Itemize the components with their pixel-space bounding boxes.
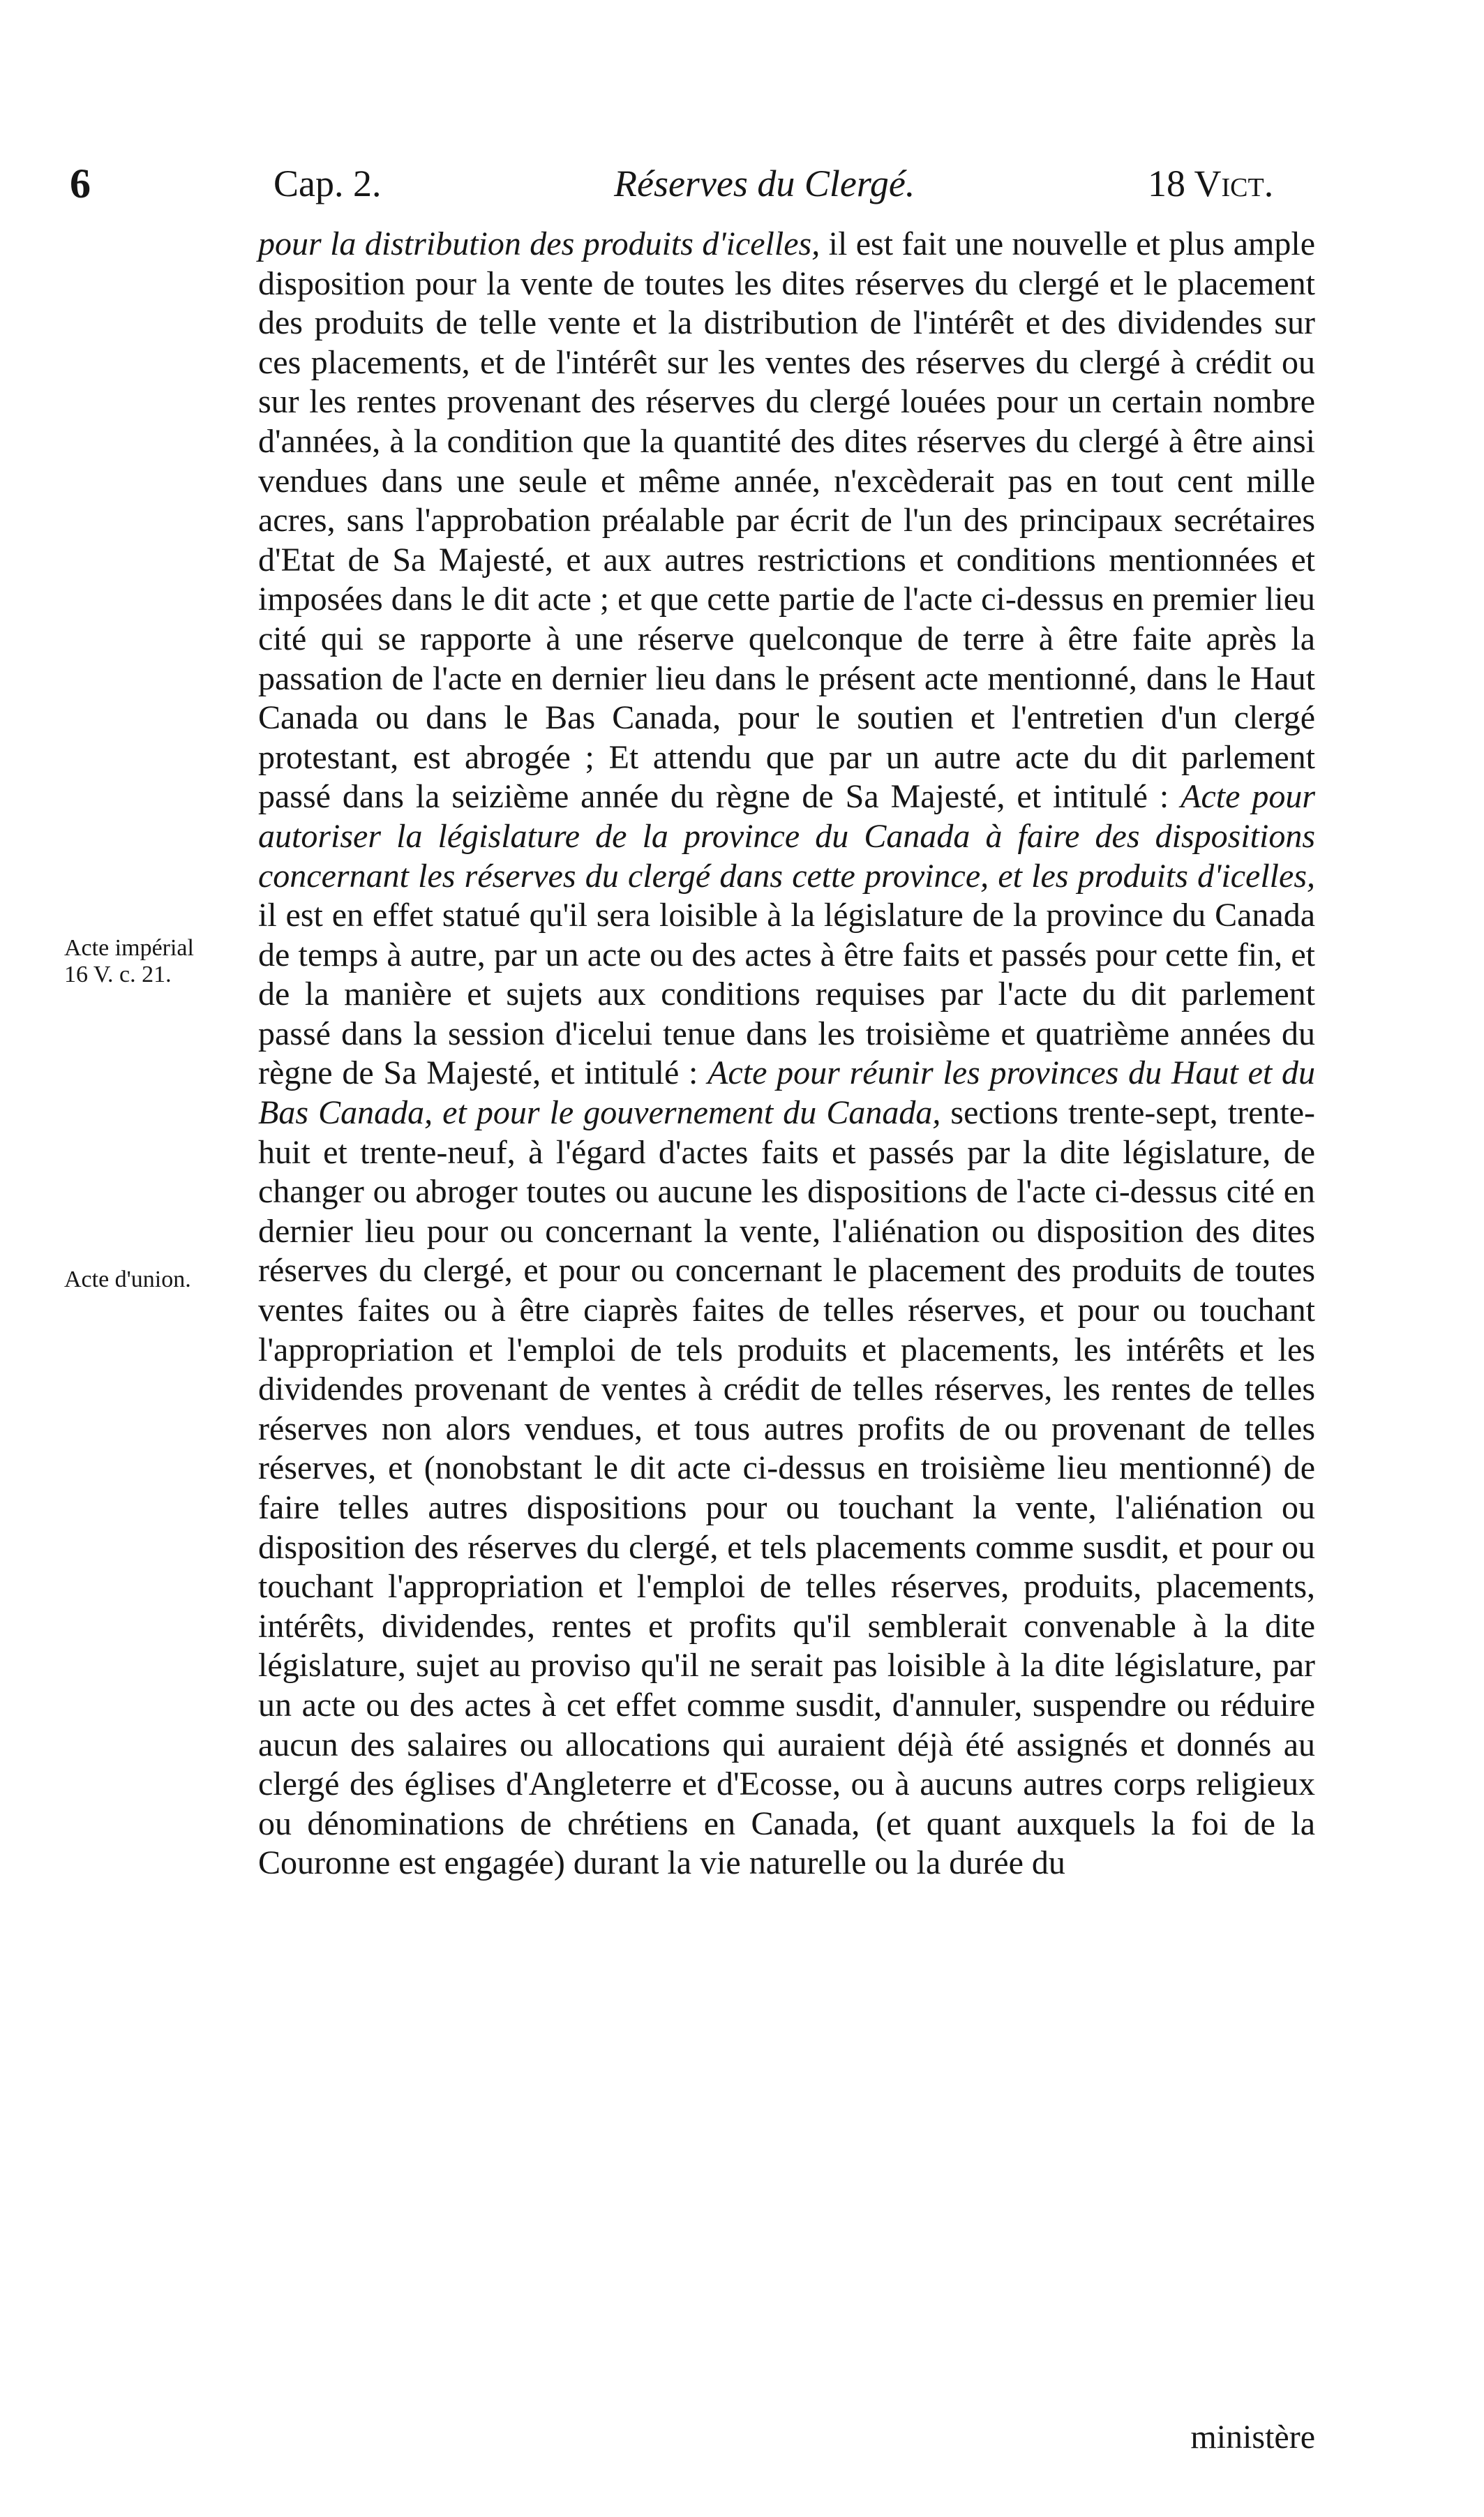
italic-title: pour la distribution des produits d'icelles, [258, 225, 820, 262]
margin-note-imperial-act [64, 935, 194, 988]
body-span: sections trente-sept, trente-huit et trente-neuf, à l'égard d'actes faits et passés par la dite législature, de changer ou abroger toutes ou aucune les dispositions de l'acte ci-dessus cité en dernier lieu pour ou concernant la vente, l'aliénation ou disposition des dites réserves du clergé, et pour ou concernant le placement des produits de toutes ventes faites ou à être ciaprès faites de telles réserves, et pour ou touchant l'appropriation et l'emploi de tels produits et placements, les intérêts et les dividendes provenant de ventes à crédit de telles réserves, les rentes de telles réserves non alors vendues, et tous autres profits de ou provenant de telles réserves, et (nonobstant le dit acte ci-dessus en troisième lieu mentionné) de faire telles autres dispositions pour ou touchant la vente, l'aliénation ou disposition des réserves du clergé, et tels placements comme susdit, et pour ou touchant l'appropriation et l'emploi de telles réserves, produits, placements, intérêts, dividendes, rentes et profits qu'il semblerait convenable à la dite législature, sujet au proviso qu'il ne serait pas loisible à la dite législature, par un acte ou des actes à cet effet comme susdit, d'annuler, suspendre ou réduire aucun des salaires ou allocations qui auraient déjà été assignés et donnés au clergé des églises d'Angleterre et d'Ecosse, ou à aucuns autres corps religieux ou dénominations de chrétiens en Canada, (et quant auxquels la foi de la Couronne est engagée) durant la vie naturelle ou la durée du [258, 1094, 1315, 1882]
body-span: il est fait une nouvelle et plus ample disposition pour la vente de toutes les dites réserves du clergé et le placement des produits de telle vente et la distribution de l'intérêt et des dividendes sur ces placements, et de l'intérêt sur les ventes des réserves du clergé à crédit ou sur les rentes provenant des réserves du clergé louées pour un certain nombre d'années, à la condition que la quantité des dites réserves du clergé à être ainsi vendues dans une seule et même année, n'excèderait pas en tout cent mille acres, sans l'approbation préalable par écrit de l'un des principaux secrétaires d'Etat de Sa Majesté, et aux autres restrictions et conditions mentionnées et imposées dans le dit acte ; et que cette partie de l'acte ci-dessus en premier lieu cité qui se rapporte à une réserve quelconque de terre à être faite après la passation de l'acte en dernier lieu dans le présent acte mentionné, dans le Haut Canada ou dans le Bas Canada, pour le soutien et l'entretien d'un clergé protestant, est abrogée ; Et attendu que par un autre acte du dit parlement passé dans la seizième année du règne de Sa Majesté, et intitulé : [258, 225, 1315, 816]
page-number: 6 [70, 160, 91, 207]
body-span: il est en effet statué qu'il sera loisible à la législature de la province du Canada de temps à autre, par un acte ou des actes à être faits et passés pour cette fin, et de la manière et sujets aux conditions requises par l'acte du dit parlement passé dans la session d'icelui tenue dans les troisième et quatrième années du règne de Sa Majesté, et intitulé : [258, 897, 1315, 1092]
body-paragraph [258, 225, 1315, 1883]
session-label: 18 Vict. [1148, 163, 1274, 204]
margin-note-union-act: Acte d'union. [64, 1267, 191, 1292]
page-header [0, 159, 1484, 208]
italic-title: Acte pour autoriser la législature de la province du Canada à faire des dispositions concernant les réserves du clergé dans cette province, et les produits d'icelles, [258, 778, 1316, 895]
chapter-label: Cap. 2. [273, 163, 382, 204]
margin-note-line: 16 V. c. 21. [64, 962, 172, 987]
body-text [258, 225, 1315, 1883]
catchword: ministère [1190, 2419, 1315, 2456]
running-title: Réserves du Clergé. [614, 163, 915, 204]
italic-title: Acte pour réunir les provinces du Haut et du Bas Canada, et pour le gouvernement du Canada, [258, 1054, 1315, 1132]
margin-note-line: Acte impérial [64, 935, 194, 961]
